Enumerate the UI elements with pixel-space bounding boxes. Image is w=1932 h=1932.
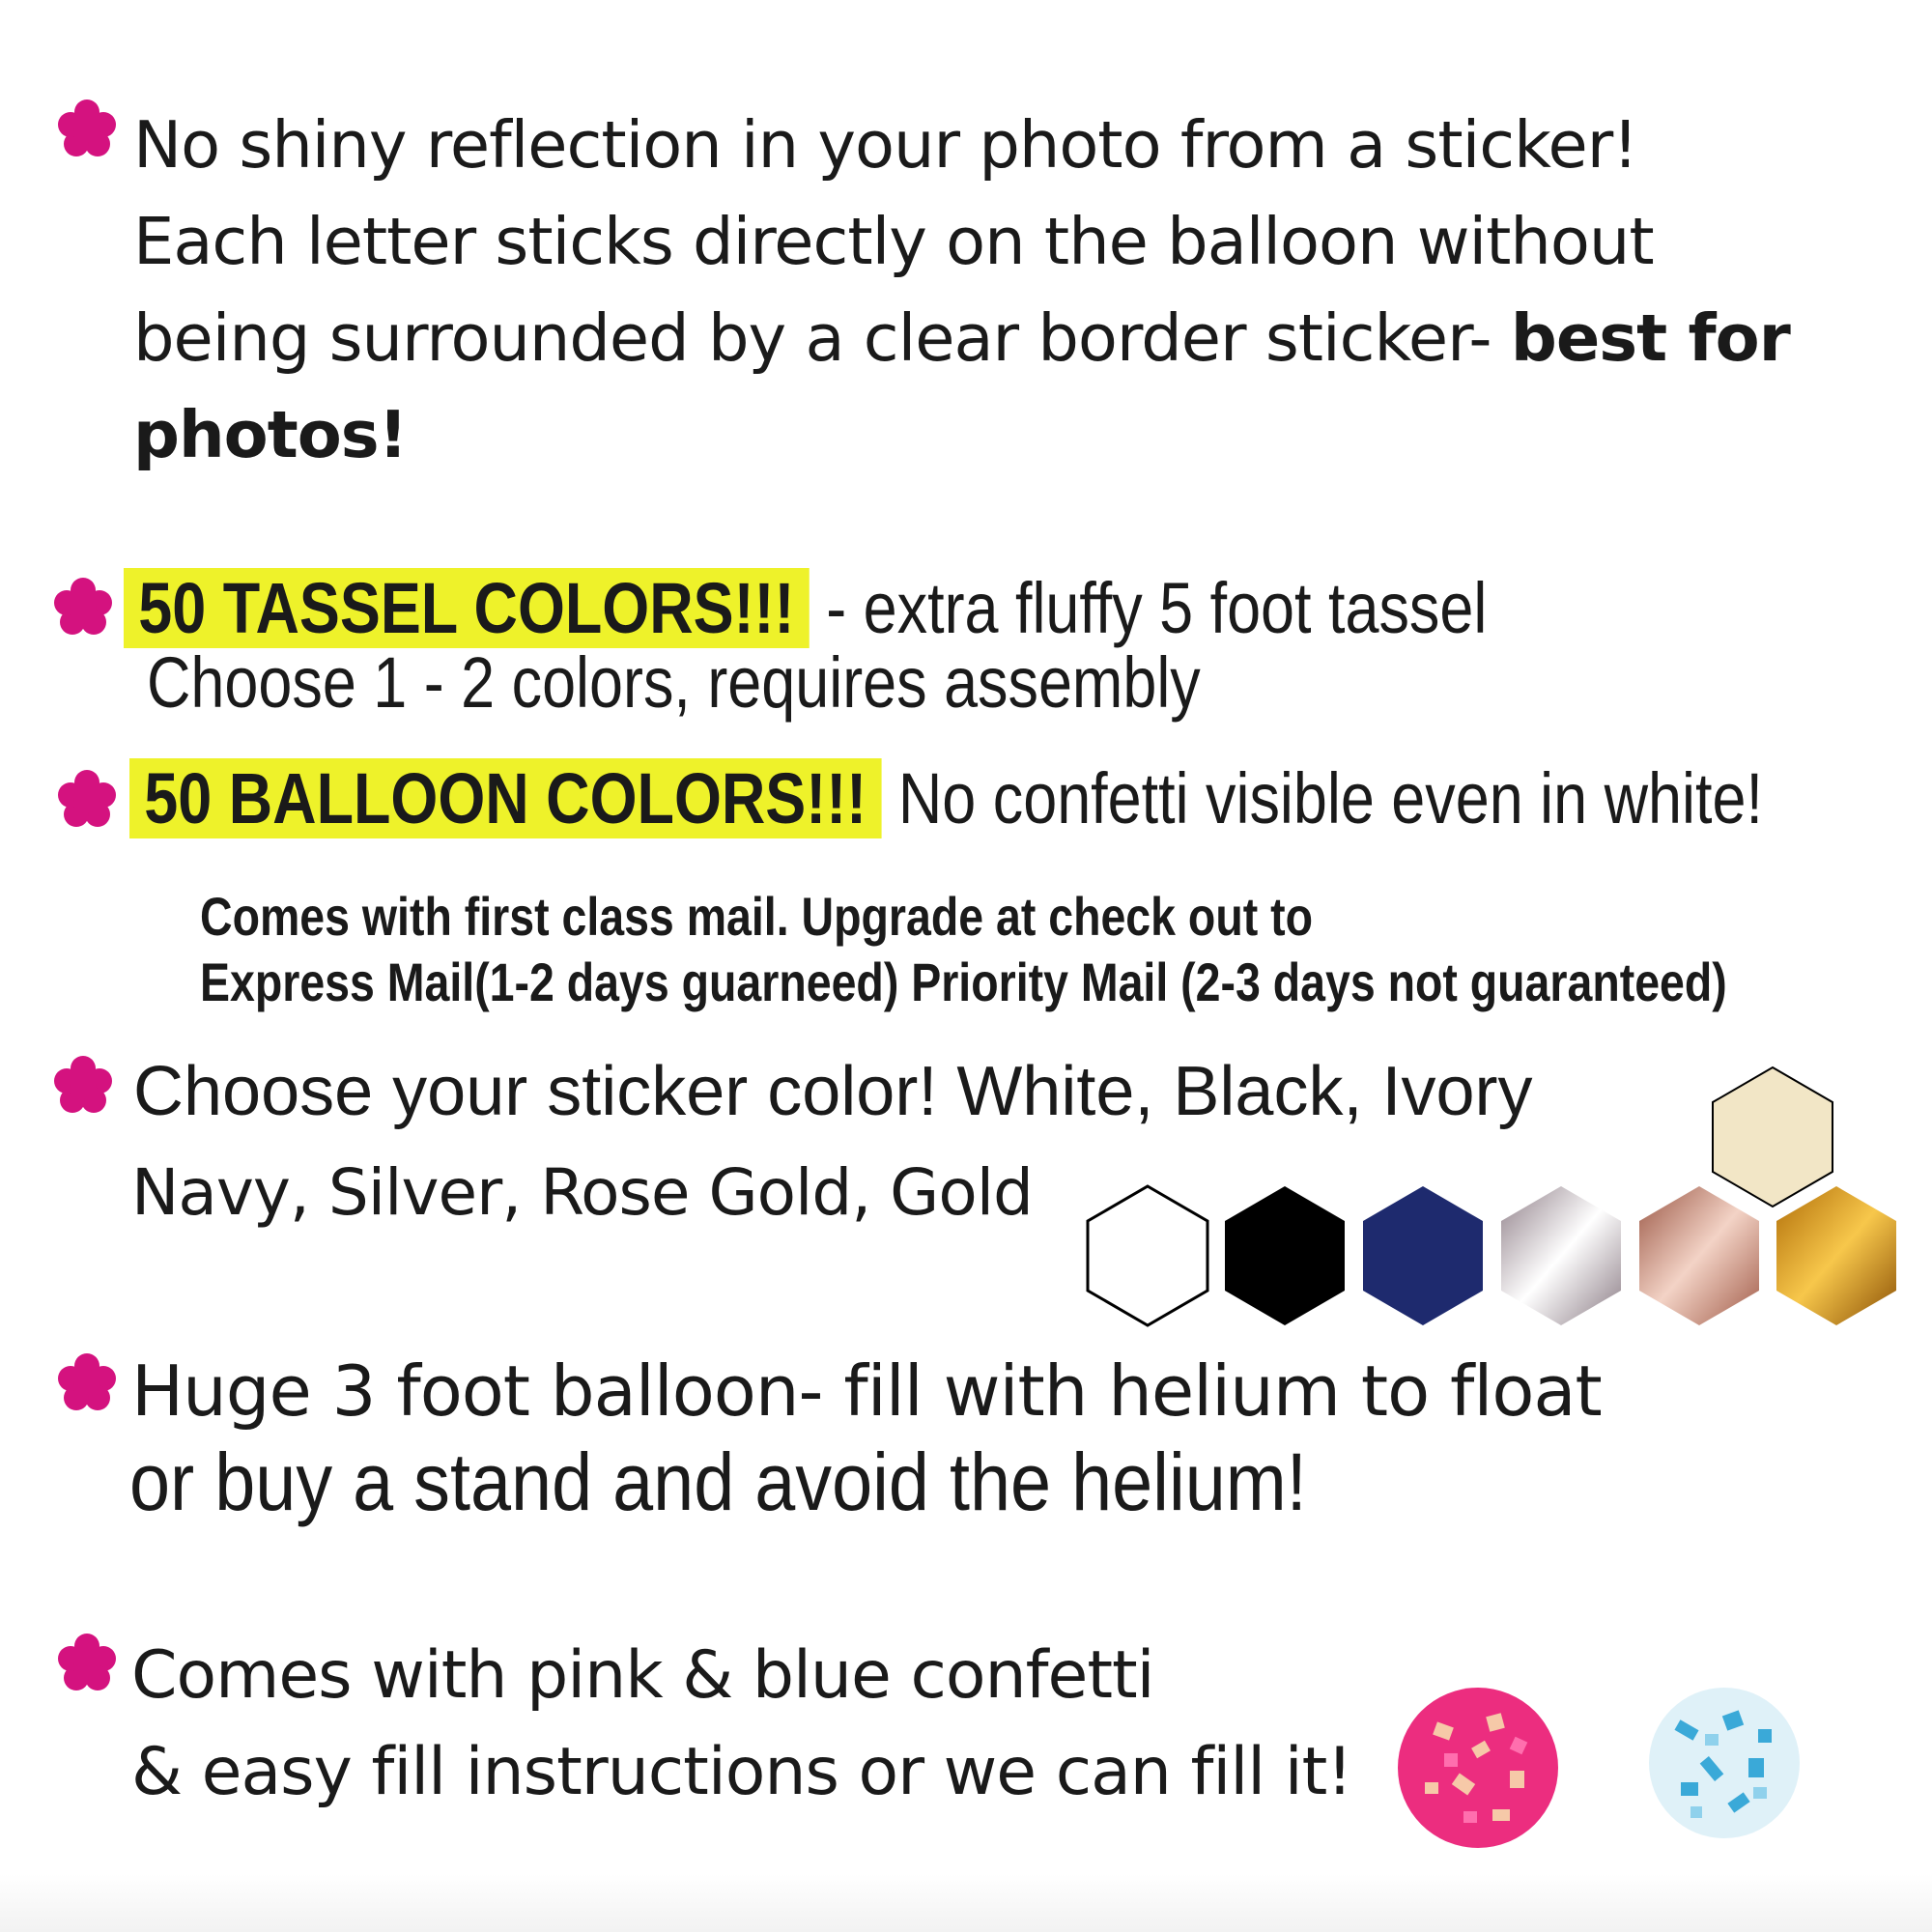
huge-balloon-line-1: Huge 3 foot balloon- fill with helium to float: [131, 1350, 1602, 1432]
pink-flower-icon: [56, 769, 118, 831]
balloon-colors-highlight: 50 BALLOON COLORS!!!: [129, 758, 881, 838]
feature-no-reflection: [133, 97, 1790, 483]
sticker-color-line-1: Choose your sticker color! White, Black, Ivory: [133, 1053, 1533, 1130]
bottom-shade: [0, 1874, 1932, 1932]
confetti-line-2: & easy fill instructions or we can fill it!: [131, 1734, 1352, 1810]
swatch-rose-gold-hexagon: [1636, 1183, 1762, 1328]
tassel-line-2: Choose 1 - 2 colors, requires assembly: [147, 642, 1201, 723]
shipping-line-2: Express Mail(1-2 days guarneed) Priority Mail (2-3 days not guaranteed): [200, 952, 1727, 1012]
swatch-white-hexagon: [1085, 1183, 1210, 1328]
pink-flower-icon: [56, 1633, 118, 1694]
feature-text-span: being surrounded by a clear border sticker-: [133, 300, 1492, 376]
sticker-color-line-2: Navy, Silver, Rose Gold, Gold: [131, 1155, 1033, 1230]
shipping-line-1: Comes with first class mail. Upgrade at check out to: [200, 886, 1313, 947]
swatch-silver-hexagon: [1498, 1183, 1624, 1328]
confetti-text: [131, 1628, 1352, 1821]
swatch-navy-hexagon: [1360, 1183, 1486, 1328]
tassel-detail: - extra fluffy 5 foot tassel: [809, 568, 1488, 648]
huge-balloon-line-2: or buy a stand and avoid the helium!: [129, 1436, 1307, 1527]
pink-confetti-circle: [1396, 1686, 1560, 1850]
feature-text-line: [133, 290, 1790, 386]
shipping-info: [200, 884, 1727, 1015]
tassel-highlight: 50 TASSEL COLORS!!!: [124, 568, 810, 648]
pink-flower-icon: [52, 1055, 114, 1117]
pink-flower-icon: [52, 577, 114, 639]
blue-confetti-circle: [1647, 1686, 1802, 1840]
best-for-bold-text: best for: [1510, 300, 1790, 376]
feature-text-line: Each letter sticks directly on the balloon without: [133, 204, 1654, 279]
swatch-gold-hexagon: [1774, 1183, 1899, 1328]
confetti-line-1: Comes with pink & blue confetti: [131, 1637, 1154, 1714]
feature-text-line: No shiny reflection in your photo from a sticker!: [133, 107, 1638, 183]
pink-flower-icon: [56, 1352, 118, 1414]
pink-flower-icon: [56, 99, 118, 160]
photos-bold-text: photos!: [133, 397, 408, 472]
feature-balloon-colors: [129, 751, 1763, 847]
swatch-black-hexagon: [1222, 1183, 1348, 1328]
balloon-colors-detail: No confetti visible even in white!: [897, 758, 1763, 838]
